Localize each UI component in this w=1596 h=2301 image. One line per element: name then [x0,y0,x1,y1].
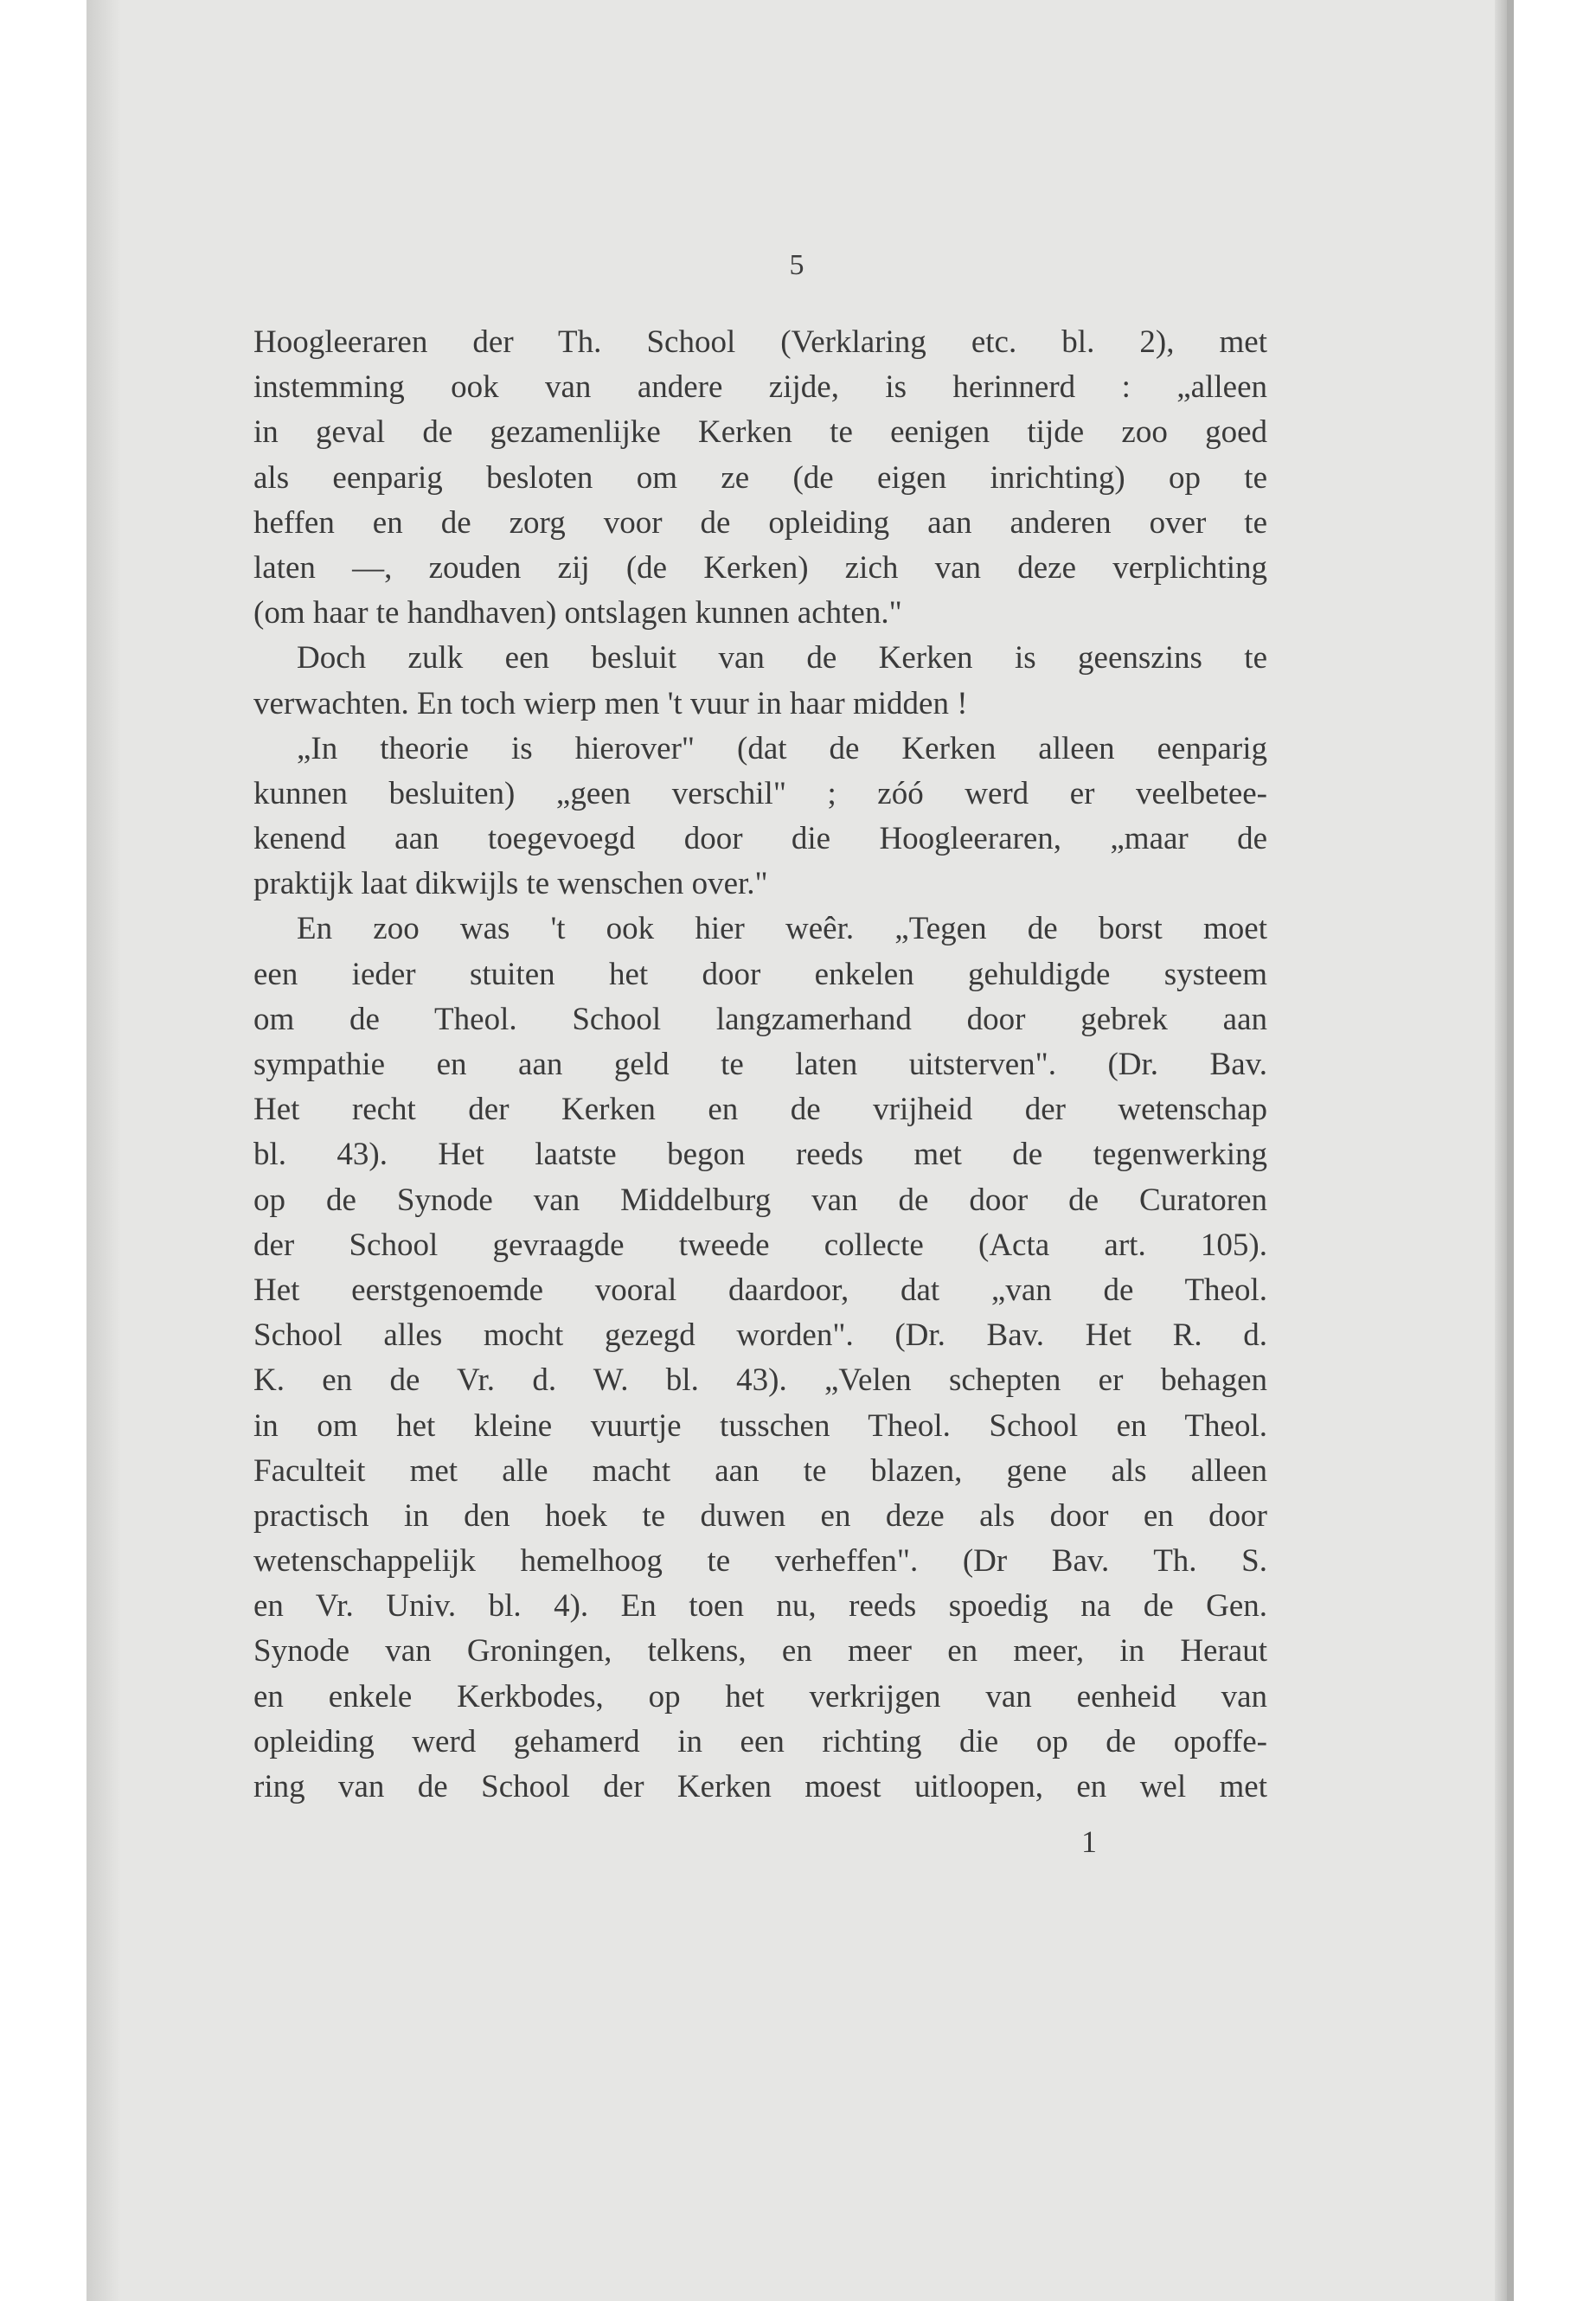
text-line: heffen en de zorg voor de opleiding aan anderen over te [253,504,1267,541]
text-line: kenend aan toegevoegd door die Hoogleeraren, „maar de [253,821,1267,857]
text-line: K. en de Vr. d. W. bl. 43). „Velen schepten er behagen [253,1362,1267,1399]
text-line: Hoogleeraren der Th. School (Verklaring etc. bl. 2), met [253,324,1267,360]
text-line: Doch zulk een besluit van de Kerken is geenszins te [297,640,1267,676]
text-line: opleiding werd gehamerd in een richting die op de opoffe- [253,1723,1267,1759]
body-text [253,320,1267,1810]
text-line: der School gevraagde tweede collecte (Acta art. 105). [253,1227,1267,1263]
text-line: School alles mocht gezegd worden". (Dr. Bav. Het R. d. [253,1317,1267,1354]
text-line: Faculteit met alle macht aan te blazen, gene als alleen [253,1452,1267,1489]
text-line: Synode van Groningen, telkens, en meer en meer, in Heraut [253,1633,1267,1670]
page-edge [1507,0,1514,2301]
page-number: 5 [789,249,804,281]
signature-mark: 1 [1081,1824,1097,1859]
text-line: instemming ook van andere zijde, is herinnerd : „alleen [253,369,1267,406]
text-line: En zoo was 't ook hier weêr. „Tegen de borst moet [297,911,1267,947]
text-line: Het recht der Kerken en de vrijheid der wetenschap [253,1092,1267,1128]
text-line: wetenschappelijk hemelhoog te verheffen". (Dr Bav. Th. S. [253,1543,1267,1580]
text-line: als eenparig besloten om ze (de eigen inrichting) op te [253,459,1267,496]
text-line: en Vr. Univ. bl. 4). En toen nu, reeds spoedig na de Gen. [253,1588,1267,1625]
text-line: Het eerstgenoemde vooral daardoor, dat „van de Theol. [253,1272,1267,1308]
text-line: sympathie en aan geld te laten uitsterven". (Dr. Bav. [253,1047,1267,1082]
text-line: verwachten. En toch wierp men 't vuur in haar midden ! [253,685,968,721]
text-line: en enkele Kerkbodes, op het verkrijgen van eenheid van [253,1678,1267,1715]
scanned-page [87,0,1507,2301]
text-line: laten —, zouden zij (de Kerken) zich van deze verplichting [253,549,1267,586]
text-line: kunnen besluiten) „geen verschil" ; zóó werd er veelbetee- [253,775,1267,811]
text-line: in om het kleine vuurtje tusschen Theol. School en Theol. [253,1407,1267,1444]
text-line: practisch in den hoek te duwen en deze als door en door [253,1497,1267,1534]
text-line: „In theorie is hierover" (dat de Kerken alleen eenparig [297,730,1267,766]
text-line: praktijk laat dikwijls te wenschen over." [253,866,768,902]
text-line: in geval de gezamenlijke Kerken te eenigen tijde zoo goed [253,414,1267,451]
text-line: ring van de School der Kerken moest uitloopen, en wel met [253,1769,1267,1804]
text-line: een ieder stuiten het door enkelen gehuldigde systeem [253,956,1267,992]
text-line: bl. 43). Het laatste begon reeds met de tegenwerking [253,1137,1267,1173]
text-line: (om haar te handhaven) ontslagen kunnen achten." [253,595,902,631]
text-line: om de Theol. School langzamerhand door gebrek aan [253,1001,1267,1037]
text-line: op de Synode van Middelburg van de door de Curatoren [253,1182,1267,1218]
